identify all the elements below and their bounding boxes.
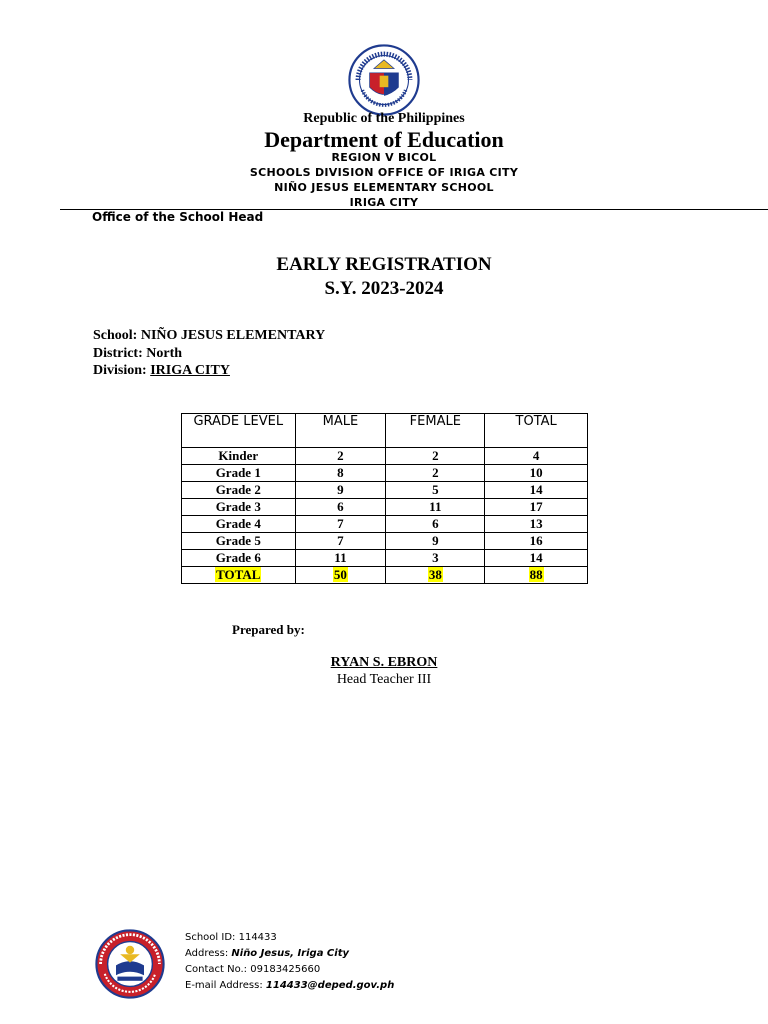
- table-row: [182, 516, 588, 533]
- grade-cell: Grade 1: [182, 465, 296, 482]
- footer-email: [185, 980, 394, 991]
- table-row: [182, 482, 588, 499]
- male-cell: 11: [295, 550, 386, 567]
- table-row: [182, 499, 588, 516]
- division-label: Division:: [93, 363, 147, 378]
- total-cell: 17: [485, 499, 588, 516]
- total-cell: 14: [485, 550, 588, 567]
- school-value: NIÑO JESUS ELEMENTARY: [140, 328, 326, 343]
- info-school: [93, 328, 325, 344]
- grade-cell: Grade 5: [182, 533, 296, 550]
- male-cell: 7: [295, 533, 386, 550]
- city-line: IRIGA CITY: [349, 196, 419, 209]
- district-label: District:: [93, 346, 143, 361]
- total-cell: 16: [485, 533, 588, 550]
- footer-school-id: [185, 932, 277, 943]
- grade-cell: Kinder: [182, 448, 296, 465]
- school-label: School:: [93, 328, 138, 343]
- total-male-cell: [295, 567, 386, 584]
- male-cell: 2: [295, 448, 386, 465]
- total-cell: 10: [485, 465, 588, 482]
- total-cell: 13: [485, 516, 588, 533]
- female-cell: 11: [386, 499, 485, 516]
- document-title: EARLY REGISTRATION: [276, 254, 492, 275]
- school-id-label: School ID:: [185, 932, 236, 943]
- school-name-line: NIÑO JESUS ELEMENTARY SCHOOL: [274, 181, 494, 194]
- signatory-name: RYAN S. EBRON: [330, 655, 438, 670]
- info-district: [93, 346, 182, 362]
- male-cell: 7: [295, 516, 386, 533]
- header-total: TOTAL: [485, 414, 588, 448]
- deped-seal-logo: [348, 44, 420, 116]
- info-division: [93, 363, 230, 379]
- address-label: Address:: [185, 948, 229, 959]
- total-label-cell: [182, 567, 296, 584]
- female-cell: 2: [386, 465, 485, 482]
- female-cell: 9: [386, 533, 485, 550]
- table-row: [182, 465, 588, 482]
- registration-table: [181, 413, 588, 584]
- address-value: Niño Jesus, Iriga City: [231, 948, 349, 959]
- table-total-row: [182, 567, 588, 584]
- female-cell: 6: [386, 516, 485, 533]
- table-header-row: [182, 414, 588, 448]
- school-seal-logo: [95, 929, 165, 999]
- email-label: E-mail Address:: [185, 980, 263, 991]
- table-row: [182, 448, 588, 465]
- total-label: TOTAL: [216, 567, 261, 582]
- total-all: 88: [529, 567, 543, 582]
- male-cell: 8: [295, 465, 386, 482]
- division-value: IRIGA CITY: [150, 363, 230, 378]
- footer-address: [185, 948, 349, 959]
- region-line: REGION V BICOL: [331, 151, 437, 164]
- school-id-value: 114433: [238, 932, 277, 943]
- female-cell: 2: [386, 448, 485, 465]
- table-row: [182, 550, 588, 567]
- header-grade-level: GRADE LEVEL: [182, 414, 296, 448]
- grade-cell: Grade 6: [182, 550, 296, 567]
- total-female-cell: [386, 567, 485, 584]
- male-cell: 6: [295, 499, 386, 516]
- office-label: Office of the School Head: [92, 210, 264, 224]
- total-female: 38: [428, 567, 442, 582]
- district-value: North: [146, 346, 183, 361]
- signatory-position: Head Teacher III: [336, 672, 432, 687]
- school-year: S.Y. 2023-2024: [324, 278, 444, 299]
- contact-label: Contact No.:: [185, 964, 248, 975]
- total-all-cell: [485, 567, 588, 584]
- grade-cell: Grade 3: [182, 499, 296, 516]
- female-cell: 5: [386, 482, 485, 499]
- total-cell: 4: [485, 448, 588, 465]
- republic-line: Republic of the Philippines: [303, 111, 465, 126]
- email-value: 114433@deped.gov.ph: [265, 980, 395, 991]
- division-office-line: SCHOOLS DIVISION OFFICE OF IRIGA CITY: [249, 166, 519, 179]
- table-row: [182, 533, 588, 550]
- female-cell: 3: [386, 550, 485, 567]
- contact-value: 09183425660: [250, 964, 321, 975]
- prepared-by-label: Prepared by:: [232, 622, 305, 637]
- grade-cell: Grade 4: [182, 516, 296, 533]
- total-cell: 14: [485, 482, 588, 499]
- grade-cell: Grade 2: [182, 482, 296, 499]
- header-female: FEMALE: [386, 414, 485, 448]
- department-title: Department of Education: [264, 127, 504, 152]
- total-male: 50: [333, 567, 347, 582]
- footer-contact: [185, 964, 320, 975]
- male-cell: 9: [295, 482, 386, 499]
- header-male: MALE: [295, 414, 386, 448]
